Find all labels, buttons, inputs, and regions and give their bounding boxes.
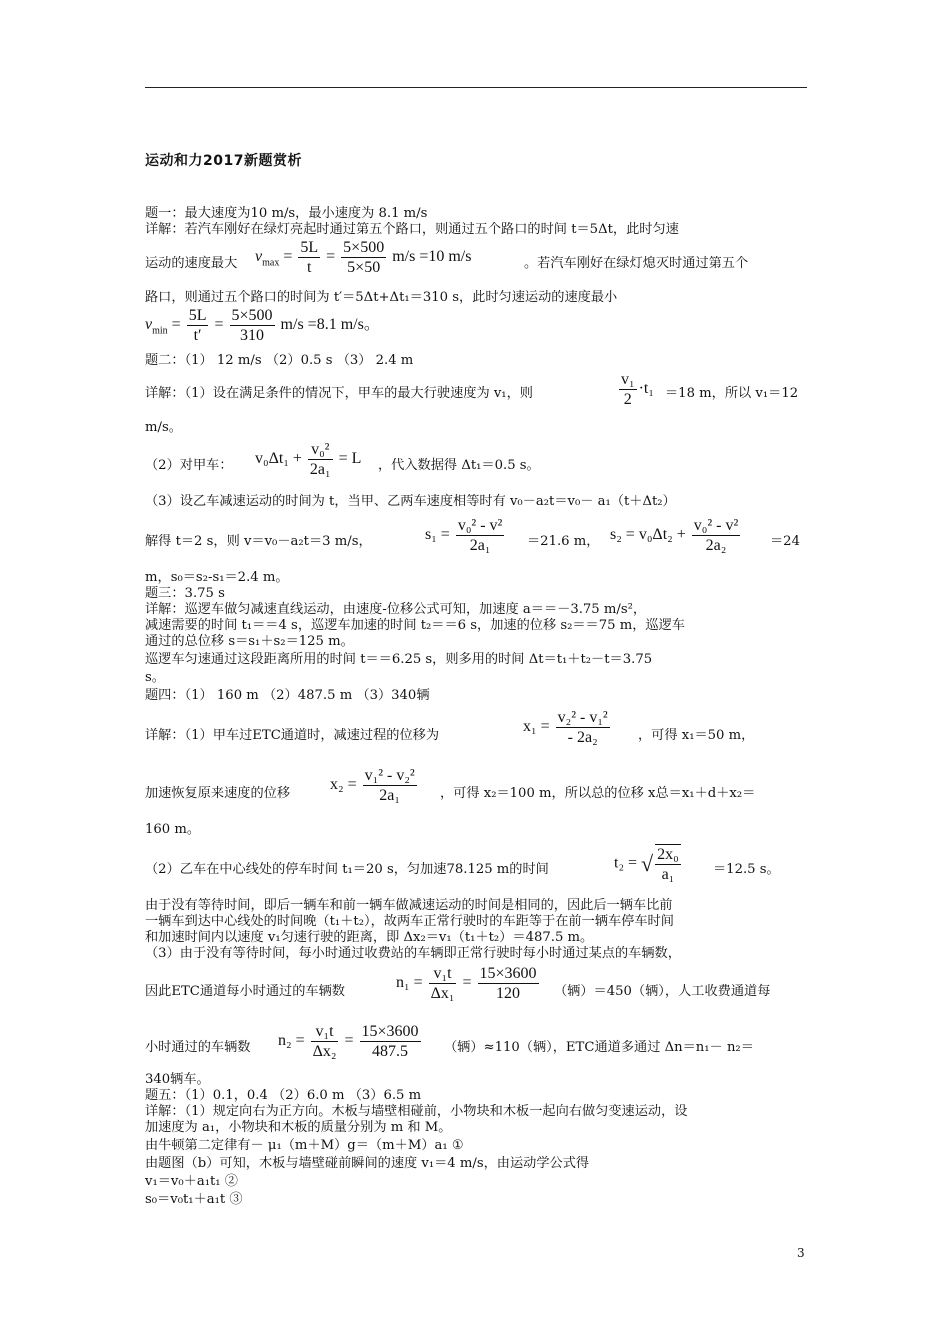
explain-5-line4: 由题图（b）可知，木板与墙壁碰前瞬间的速度 v₁＝4 m/s，由运动学公式得	[145, 1156, 590, 1171]
explain-2-line5b: ＝21.6 m，	[527, 534, 600, 549]
explain-1-line1: 详解：若汽车刚好在绿灯亮起时通过第五个路口，则通过五个路口的时间 t＝5Δt，此时匀速	[145, 222, 679, 237]
explain-4-line6: 一辆车到达中心线处的时间晚（t₁＋t₂），故两车正常行驶时的车距等于在前一辆车停车时间	[145, 914, 674, 929]
s1-formula: s₁ = $\frac{\text{v₀² - v²}}{\text{2a₁}}$	[425, 517, 503, 554]
explain-4-line5: 由于没有等待时间，即后一辆车和前一辆车做减速运动的时间是相同的，因此后一辆车比前	[145, 898, 673, 913]
explain-2-line5c: ＝24	[770, 534, 800, 549]
explain-5-line3: 由牛顿第二定律有－ μ₁（m＋M）g＝（m＋M）a₁ ①	[145, 1138, 464, 1153]
explain-4-line3: 160 m。	[145, 822, 201, 837]
explain-4-line9a: 因此ETC通道每小时通过的车辆数	[145, 984, 345, 999]
explain-3-line3: 通过的总位移 s＝s₁＋s₂＝125 m。	[145, 634, 354, 649]
s2-formula: s₂ = v₀Δt₂ + $\frac{\text{v₀² - v²}}{\text{2a₂}}$	[610, 517, 739, 554]
explain-2-line2: m/s。	[145, 420, 182, 435]
explain-5-line6: s₀＝v₀t₁＋a₁t ③	[145, 1192, 243, 1207]
vmax-formula: $v_{max}$ = $\frac{5L}{t}$ = $\frac{5\times 500}{5\times 50}$ m/s =10 m/s	[255, 239, 472, 276]
x1-formula: x₁ = $\frac{\text{v₂² - v₁²}}{\text{- 2a₂}}$	[523, 709, 608, 746]
explain-4-line10a: 小时通过的车辆数	[145, 1040, 251, 1055]
jia-formula: v₀Δt₁ + $\frac{\text{v₀²}}{\text{2a₁}}$ = L	[255, 441, 362, 478]
t2-formula: t₂ = √ $\frac{\text{2x₀}}{\text{a₁}}$	[614, 846, 679, 883]
explain-2-line4: （3）设乙车减速运动的时间为 t，当甲、乙两车速度相等时有 v₀－a₂t＝v₀－ a₁（t＋Δt₂）	[145, 494, 676, 509]
answer-3: 题三：3.75 s	[145, 586, 225, 601]
answer-1: 题一：最大速度为10 m/s，最小速度为 8.1 m/s	[145, 206, 428, 221]
explain-2-line5a: 解得 t＝2 s，则 v＝v₀－a₂t＝3 m/s，	[145, 534, 372, 549]
explain-4-line8: （3）由于没有等待时间，每小时通过收费站的车辆即正常行驶时每小时通过某点的车辆数，	[145, 946, 681, 961]
explain-4-line2a: 加速恢复原来速度的位移	[145, 786, 291, 801]
explain-2-line1a: 详解：（1）设在满足条件的情况下，甲车的最大行驶速度为 v₁，则	[145, 386, 533, 401]
answer-5: 题五：（1）0.1，0.4 （2）6.0 m （3）6.5 m	[145, 1088, 422, 1103]
t1-formula: $\frac{\text{v₁}}{2}$ ·t₁	[621, 371, 654, 408]
answer-4: 题四：（1） 160 m （2）487.5 m （3）340辆	[145, 688, 430, 703]
explain-2-line3b: ，代入数据得 Δt₁＝0.5 s。	[378, 458, 540, 473]
explain-1-line3: 路口，则通过五个路口的时间为 t′＝5Δt+Δt₁＝310 s，此时匀速运动的速度最小	[145, 290, 618, 305]
explain-2-line6: m，s₀＝s₂-s₁＝2.4 m。	[145, 570, 289, 585]
x2-formula: x₂ = $\frac{\text{v₁² - v₂²}}{\text{2a₁}}$	[330, 767, 415, 804]
explain-3-line1: 详解：巡逻车做匀减速直线运动，由速度-位移公式可知，加速度 a＝＝－3.75 m/s²，	[145, 602, 647, 617]
explain-2-line3a: （2）对甲车：	[145, 458, 233, 473]
explain-4-line1b: ，可得 x₁＝50 m，	[638, 728, 755, 743]
explain-4-line2b: ，可得 x₂＝100 m，所以总的位移 x总＝x₁＋d＋x₂＝	[440, 786, 756, 801]
explain-1-line2b: 。若汽车刚好在绿灯熄灭时通过第五个	[524, 256, 749, 271]
header-rule	[145, 87, 807, 88]
explain-3-line4: 巡逻车匀速通过这段距离所用的时间 t＝＝6.25 s，则多用的时间 Δt＝t₁＋t₂－t＝3.75	[145, 652, 653, 667]
explain-3-line5: s。	[145, 670, 165, 685]
explain-2-line1b: ＝18 m，所以 v₁＝12	[665, 386, 799, 401]
n1-formula: n₁ = $\frac{\text{v₁t}}{\text{Δx₁}}$ = $\frac{15\times 3600}{120}$	[396, 965, 537, 1002]
answer-2: 题二：（1） 12 m/s （2）0.5 s （3） 2.4 m	[145, 353, 414, 368]
explain-4-line9b: （辆）＝450（辆），人工收费通道每	[554, 984, 771, 999]
explain-3-line2: 减速需要的时间 t₁＝＝4 s，巡逻车加速的时间 t₂＝＝6 s，加速的位移 s₂＝＝75 m，巡逻车	[145, 618, 685, 633]
n2-formula: n₂ = $\frac{\text{v₁t}}{\text{Δx₂}}$ = $\frac{15\times 3600}{487.5}$	[278, 1023, 419, 1060]
explain-1-line2a: 运动的速度最大	[145, 256, 238, 271]
explain-4-line7: 和加速时间内以速度 v₁匀速行驶的距离，即 Δx₂＝v₁（t₁＋t₂）＝487.5 m。	[145, 930, 594, 945]
explain-5-line1: 详解：（1）规定向右为正方向。木板与墙壁相碰前，小物块和木板一起向右做匀变速运动，设	[145, 1104, 688, 1119]
explain-5-line5: v₁＝v₀＋a₁t₁ ②	[145, 1174, 238, 1189]
explain-5-line2: 加速度为 a₁，小物块和木板的质量分别为 m 和 M。	[145, 1120, 452, 1135]
page-number: 3	[797, 1246, 805, 1260]
explain-4-line4b: ＝12.5 s。	[713, 862, 780, 877]
explain-4-line4a: （2）乙车在中心线处的停车时间 t₁＝20 s，匀加速78.125 m的时间	[145, 862, 549, 877]
explain-4-line1a: 详解：（1）甲车过ETC通道时，减速过程的位移为	[145, 728, 440, 743]
page-title: 运动和力2017新题赏析	[145, 153, 302, 169]
explain-4-line10b: （辆）≈110（辆），ETC通道多通过 Δn＝n₁－ n₂＝	[444, 1040, 754, 1055]
explain-4-line11: 340辆车。	[145, 1072, 210, 1087]
vmin-formula: $v_{min}$ = $\frac{5L}{t'}$ = $\frac{5\times 500}{310}$ m/s =8.1 m/s。	[145, 307, 380, 344]
